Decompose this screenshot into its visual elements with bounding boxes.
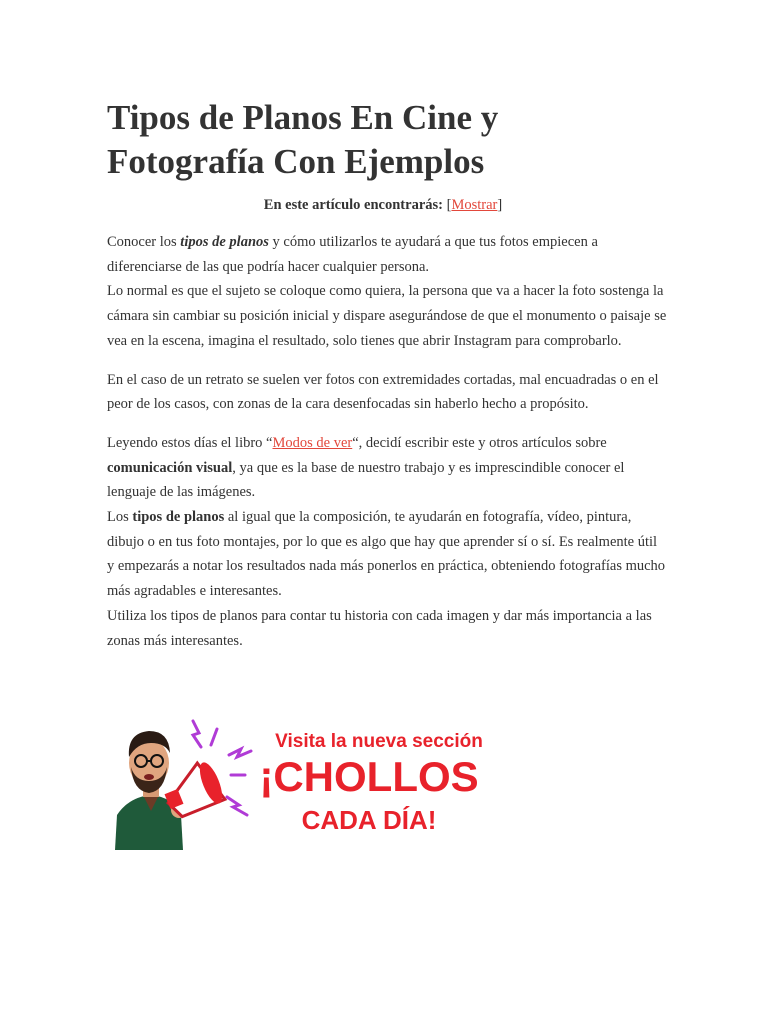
page-title [107,96,707,184]
toc-bracket-open: [ [446,197,452,213]
article-body [107,230,667,667]
chollos-banner[interactable] [107,715,487,850]
bold-tipos-de-planos: tipos de planos [132,509,225,526]
paragraph-5: Los tipos de planos al igual que la composición, te ayudarán en fotografía, vídeo, pintura, dibujo o en tus foto montajes, por lo que es algo que hay que aprender sí o sí. Es realmente útil y empezarás a notar los resultados nada más ponerlos en práctica, obteniendo fotografías mucho más agradables e interesantes. [107,509,666,600]
banner-line-3: CADA DÍA! [301,805,437,835]
paragraph-3: En el caso de un retrato se suelen ver fotos con extremidades cortadas, mal encuadradas o en el peor de los casos, con zonas de la cara desenfocadas sin haberlo hecho a propósito. [107,371,659,413]
toc-toggle-link[interactable]: Mostrar [451,197,498,213]
title-line-1: Tipos de Planos En Cine y [107,98,499,137]
toc-bracket-close: ] [497,197,503,213]
paragraph-2: Lo normal es que el sujeto se coloque como quiera, la persona que va a hacer la foto sostenga la cámara sin cambiar su posición inicial y dispare asegurándose de que el monumento o paisaje se vea en la escena, imagina el resultado, solo tienes que abrir Instagram para comprobarlo. [107,283,667,349]
paragraph-1: Conocer los tipos de planos y cómo utilizarlos te ayudará a que tus fotos empiecen a diferenciarse de las que podría hacer cualquier persona. [107,234,598,275]
title-line-2: Fotografía Con Ejemplos [107,142,485,181]
emphasis-tipos-de-planos: tipos de planos [180,234,269,250]
modos-de-ver-link[interactable]: Modos de ver [272,434,353,451]
toc-label: En este artículo encontrarás: [263,197,443,213]
table-of-contents [107,195,659,215]
banner-line-1: Visita la nueva sección [275,731,483,752]
paragraph-4: Leyendo estos días el libro “Modos de ver“, decidí escribir este y otros artículos sobre comunicación visual, ya que es la base de nuestro trabajo y es imprescindible conocer el lenguaje de las imágenes. [107,434,625,501]
paragraph-6: Utiliza los tipos de planos para contar tu historia con cada imagen y dar más importancia a las zonas más interesantes. [107,607,652,649]
bold-comunicacion-visual: comunicación visual [107,459,233,476]
banner-line-2: ¡CHOLLOS [259,753,479,800]
